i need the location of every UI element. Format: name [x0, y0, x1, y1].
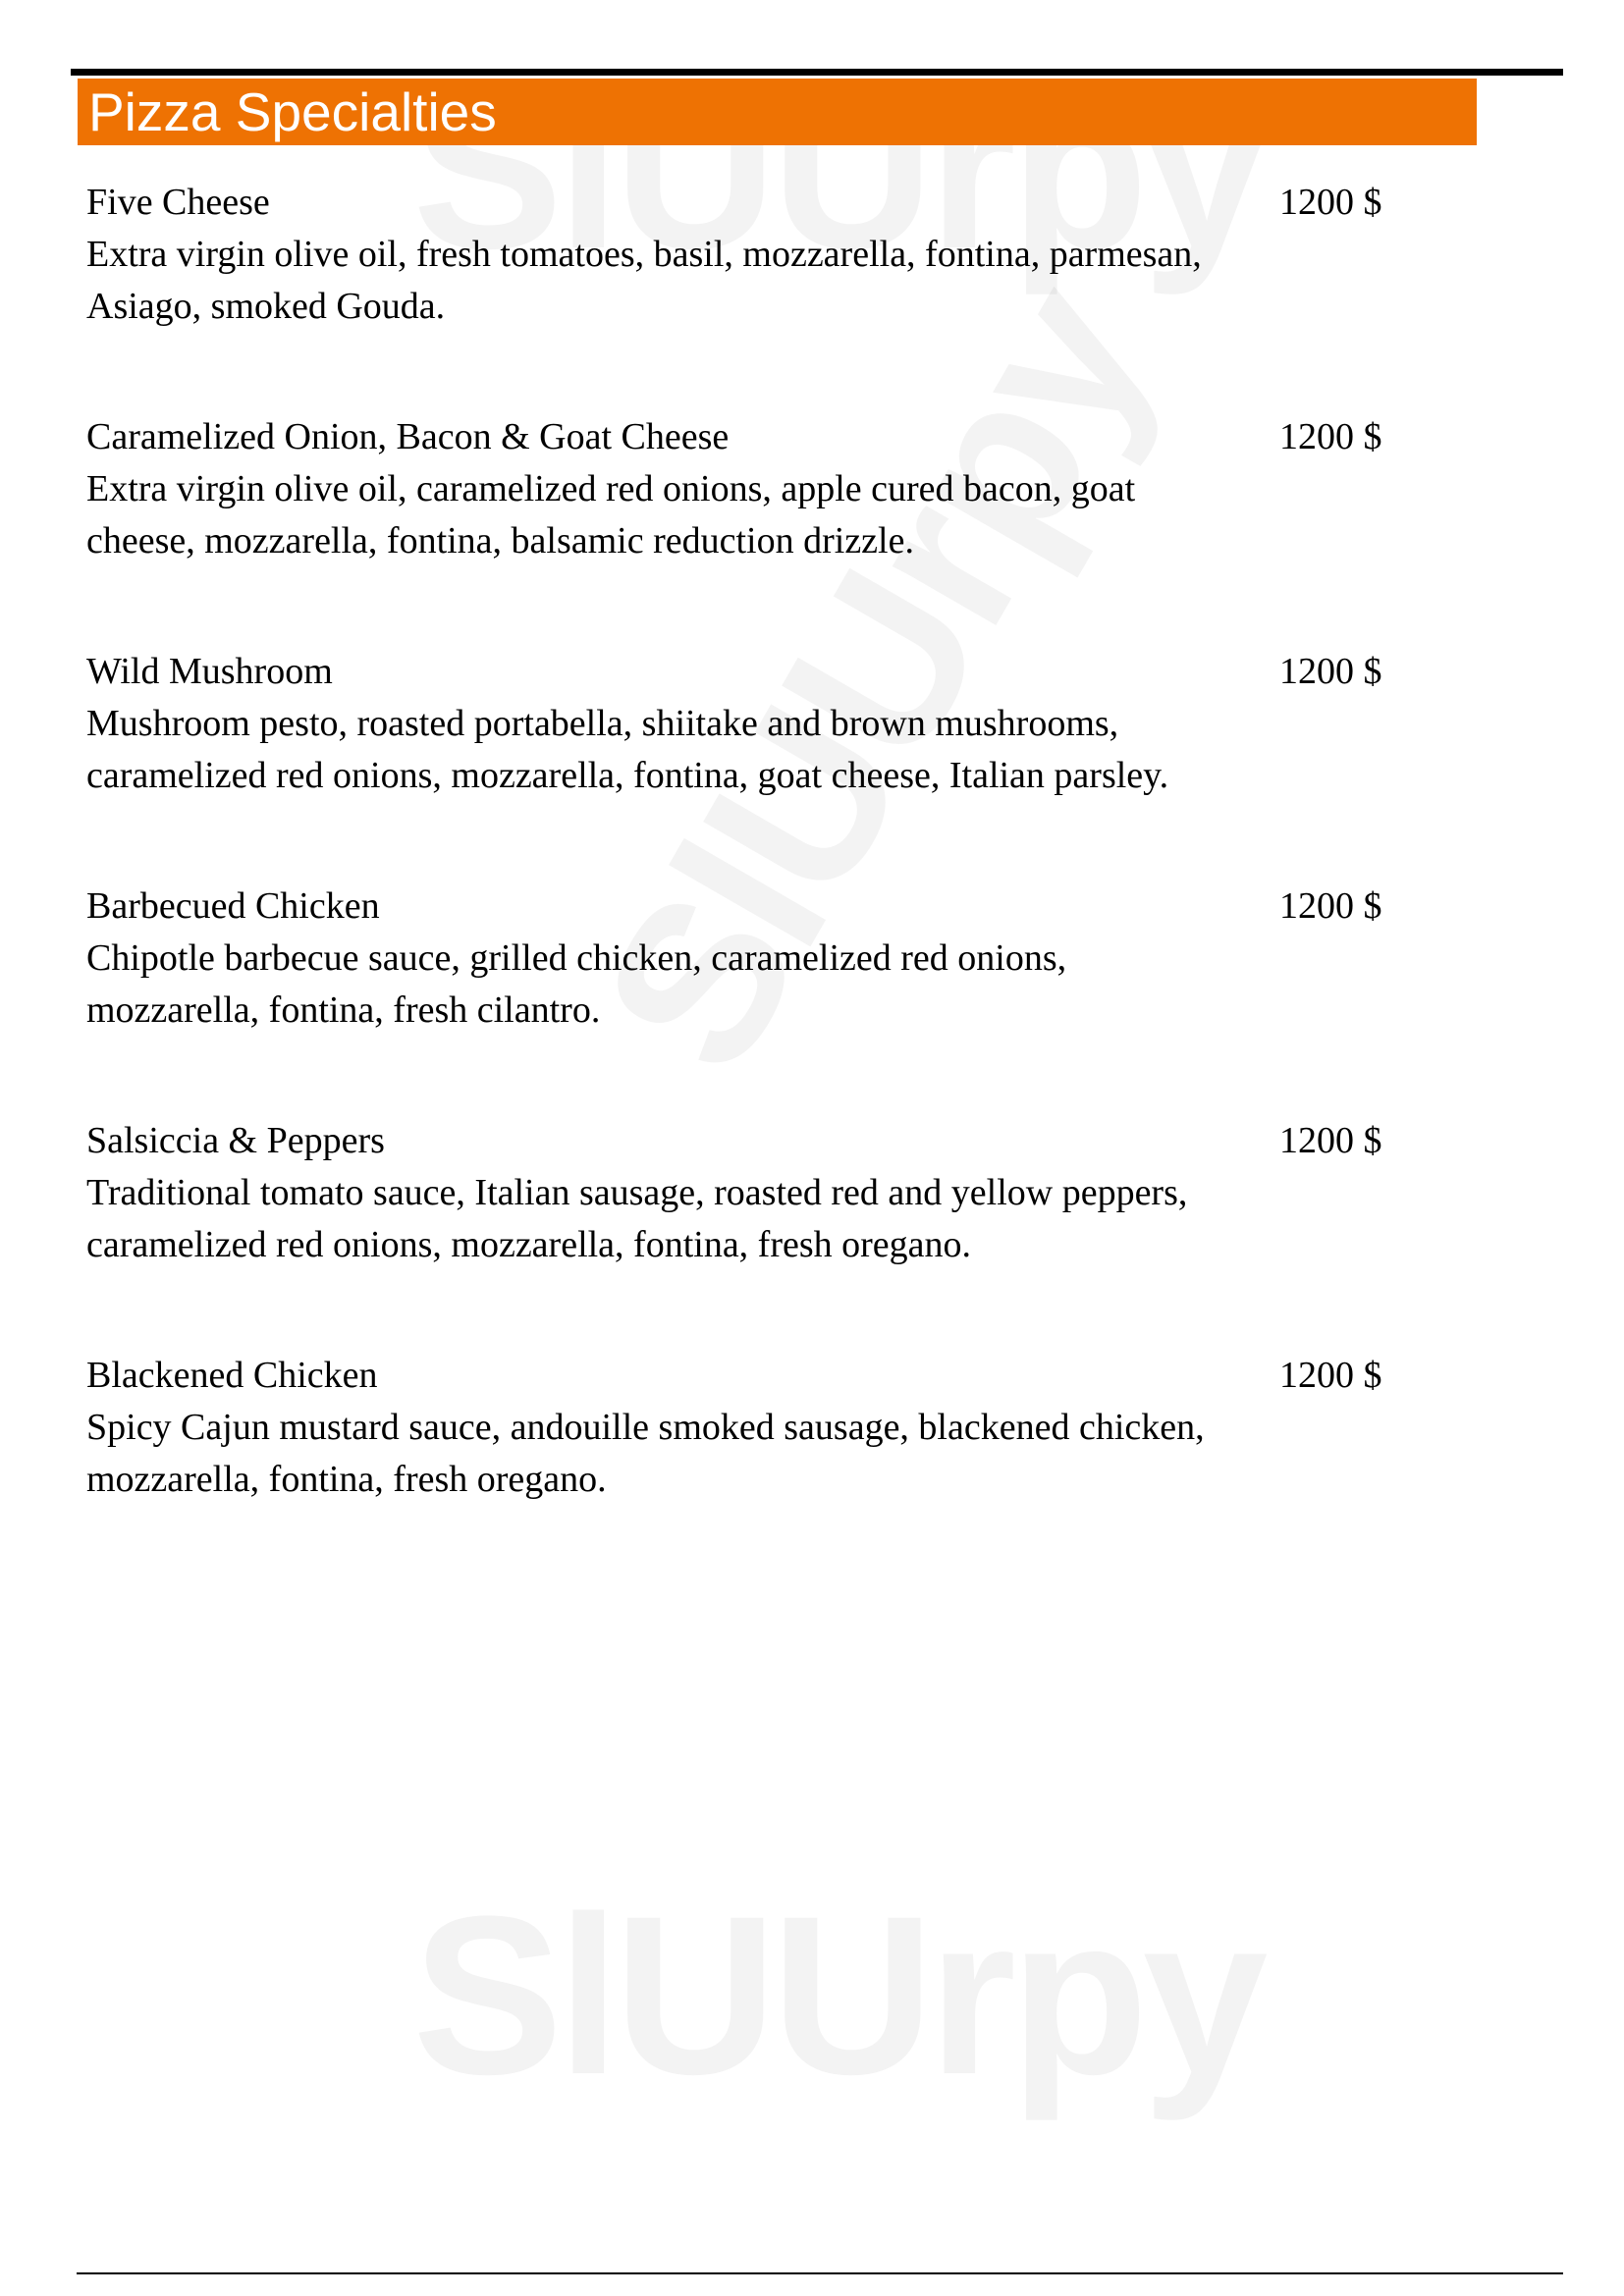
item-name: Salsiccia & Peppers — [86, 1120, 385, 1161]
menu-item — [86, 1115, 1402, 1271]
item-price: 1200 $ — [1279, 651, 1382, 692]
item-price: 1200 $ — [1279, 182, 1382, 223]
item-name: Caramelized Onion, Bacon & Goat Cheese — [86, 416, 730, 457]
item-name: Five Cheese — [86, 182, 270, 223]
item-name: Barbecued Chicken — [86, 885, 380, 927]
watermark-logo — [412, 1865, 1262, 2125]
menu-item — [86, 411, 1402, 567]
menu-item — [86, 1350, 1402, 1506]
item-description: Traditional tomato sauce, Italian sausage, roasted red and yellow peppers, caramelized red onions, mozzarella, fontina, fresh oregano. — [86, 1172, 1188, 1265]
item-description: Mushroom pesto, roasted portabella, shiitake and brown mushrooms, caramelized red onions, mozzarella, fontina, goat cheese, Italian parsley. — [86, 703, 1169, 796]
item-price: 1200 $ — [1279, 1120, 1382, 1161]
item-description: Chipotle barbecue sauce, grilled chicken, caramelized red onions, mozzarella, fontina, fresh cilantro. — [86, 937, 1067, 1031]
top-divider — [71, 69, 1563, 76]
item-description: Extra virgin olive oil, fresh tomatoes, basil, mozzarella, fontina, parmesan, Asiago, smoked Gouda. — [86, 234, 1202, 327]
item-description: Extra virgin olive oil, caramelized red onions, apple cured bacon, goat cheese, mozzarella, fontina, balsamic reduction drizzle. — [86, 468, 1136, 561]
bottom-divider — [77, 2272, 1563, 2274]
item-price: 1200 $ — [1279, 1355, 1382, 1396]
item-name: Blackened Chicken — [86, 1355, 378, 1396]
section-title: Pizza Specialties — [88, 81, 497, 142]
menu-item — [86, 646, 1402, 802]
menu-item — [86, 177, 1402, 333]
section-header — [78, 79, 1477, 145]
item-price: 1200 $ — [1279, 885, 1382, 927]
menu-item — [86, 881, 1402, 1037]
menu-list — [86, 177, 1402, 1506]
item-description: Spicy Cajun mustard sauce, andouille smoked sausage, blackened chicken, mozzarella, fontina, fresh oregano. — [86, 1407, 1205, 1500]
item-name: Wild Mushroom — [86, 651, 333, 692]
item-price: 1200 $ — [1279, 416, 1382, 457]
